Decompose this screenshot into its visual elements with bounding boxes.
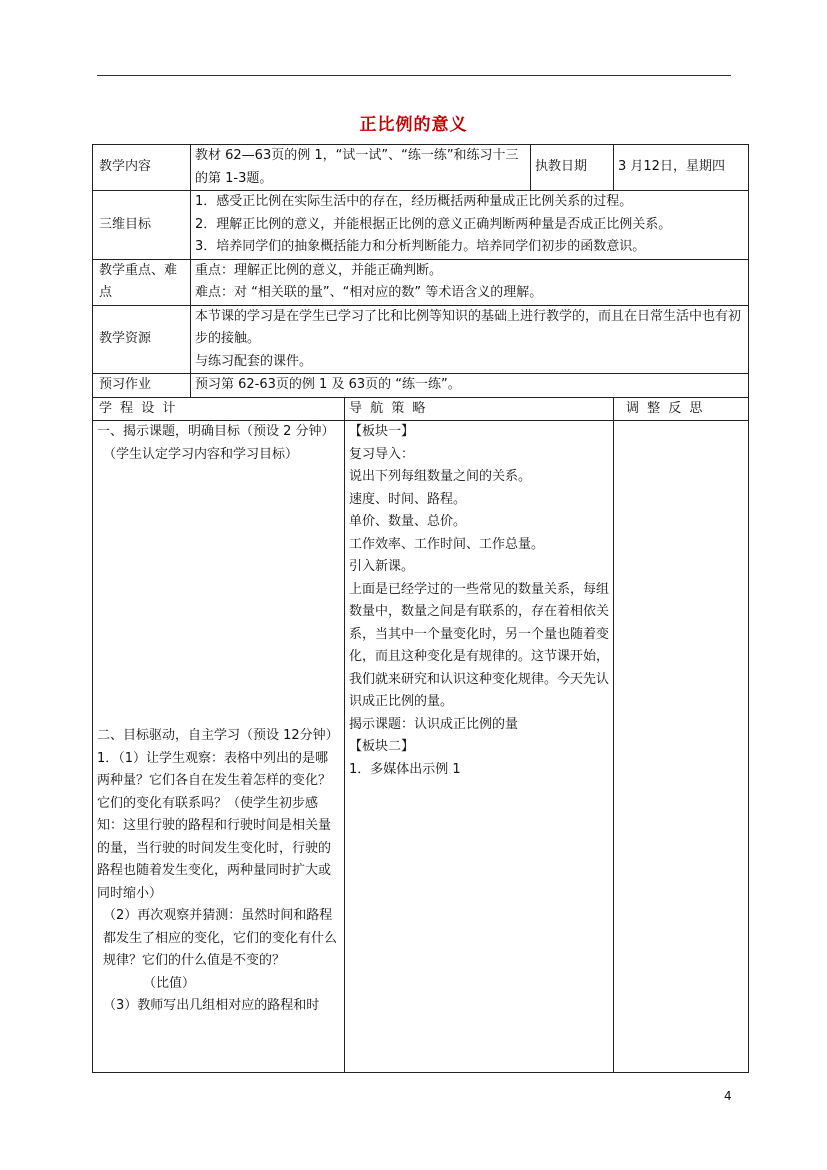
spacer [97, 466, 340, 725]
strategy-line: 引入新课。 [349, 559, 415, 574]
strategy-line: 单价、数量、总价。 [349, 514, 467, 529]
design-header: 学 程 设 计 [93, 397, 345, 421]
section-2-para: （3）教师写出几组相对应的路程和时 [103, 998, 320, 1013]
resources-label: 教学资源 [93, 305, 191, 374]
strategy-paragraph: 上面是已经学过的一些常见的数量关系，每组数量中，数量之间是有联系的，存在着相依关系，当其中一个量变化时，另一个量也随着变化，而且这种变化是有规律的。这节课开始，我们就来研究和认识这种变化规律。今天先认识成正比例的量。 [349, 581, 610, 709]
reflection-header: 调 整 反 思 [614, 397, 749, 421]
strategy-line: 说出下列每组数量之间的关系。 [349, 469, 532, 484]
strategy-line: 复习导入： [349, 446, 415, 462]
keypoints-text [191, 259, 749, 305]
section-2-para: 1．（1）让学生观察：表格中列出的是哪两种量？它们各自在发生着怎样的变化？它们的变化有联系吗？（使学生初步感知：这里行驶的路程和行驶时间是相关量的量，当行驶的时间发生变化时，行驶的路程也随着发生变化，两种量同时扩大或同时缩小） [97, 750, 332, 901]
goals-list [191, 191, 749, 260]
row-resources [93, 305, 749, 374]
row-keypoints [93, 259, 749, 305]
section-2-para: （2）再次观察并猜测：虽然时间和路程都发生了相应的变化，它们的变化有什么规律？它们的什么值是不变的？ [103, 908, 338, 968]
strategy-header: 导 航 策 略 [345, 397, 614, 421]
strategy-line: 揭示课题：认识成正比例的量 [349, 716, 519, 732]
header-rule [97, 75, 731, 76]
design-column [93, 421, 345, 1073]
date-label: 执教日期 [531, 145, 614, 191]
preview-label: 预习作业 [93, 374, 191, 398]
section-2-para: （比值） [143, 975, 196, 991]
section-1-title: 一、揭示课题，明确目标（预设 2 分钟） [97, 424, 335, 439]
date-value: 3 月12日，星期四 [614, 145, 749, 191]
keypoints-label: 教学重点、难点 [93, 259, 191, 305]
goal-item: 3．培养同学们的抽象概括能力和分析判断能力。培养同学们初步的函数意识。 [195, 239, 646, 254]
resources-line: 与练习配套的课件。 [195, 353, 313, 369]
preview-text: 预习第 62-63页的例 1 及 63页的 “练一练”。 [191, 374, 749, 398]
row-goals [93, 191, 749, 260]
section-2-title: 二、目标驱动，自主学习（预设 12分钟） [97, 728, 339, 743]
block-2-heading: 【板块二】 [349, 739, 415, 754]
row-content [93, 145, 749, 191]
resources-line: 本节课的学习是在学生已学习了比和比例等知识的基础上进行教学的，而且在日常生活中也有初步的接触。 [195, 308, 742, 346]
section-1-note: （学生认定学习内容和学习目标） [103, 446, 299, 462]
strategy-line: 1．多媒体出示例 1 [349, 761, 461, 777]
strategy-column [345, 421, 614, 1073]
resources-text [191, 305, 749, 374]
content-label: 教学内容 [93, 145, 191, 191]
strategy-line: 工作效率、工作时间、工作总量。 [349, 536, 545, 552]
content-text: 教材 62—63页的例 1，“试一试”、“练一练”和练习十三的第 1-3题。 [191, 145, 531, 191]
lesson-plan-table [92, 144, 749, 1073]
page-title: 正比例的意义 [359, 115, 468, 135]
key-point: 重点：理解正比例的意义，并能正确判断。 [195, 262, 443, 278]
block-1-heading: 【板块一】 [349, 424, 415, 439]
page-number: 4 [724, 1089, 732, 1103]
row-body [93, 421, 749, 1073]
row-preview [93, 374, 749, 398]
difficult-point: 难点：对 “相关联的量”、“相对应的数” 等术语含义的理解。 [195, 285, 543, 300]
strategy-line: 速度、时间、路程。 [349, 491, 467, 507]
reflection-column [614, 421, 749, 1073]
goals-label: 三维目标 [93, 191, 191, 260]
goal-item: 2．理解正比例的意义，并能根据正比例的意义正确判断两种量是否成正比例关系。 [195, 216, 672, 232]
row-column-headers [93, 397, 749, 421]
goal-item: 1．感受正比例在实际生活中的存在，经历概括两种量成正比例关系的过程。 [195, 194, 633, 209]
